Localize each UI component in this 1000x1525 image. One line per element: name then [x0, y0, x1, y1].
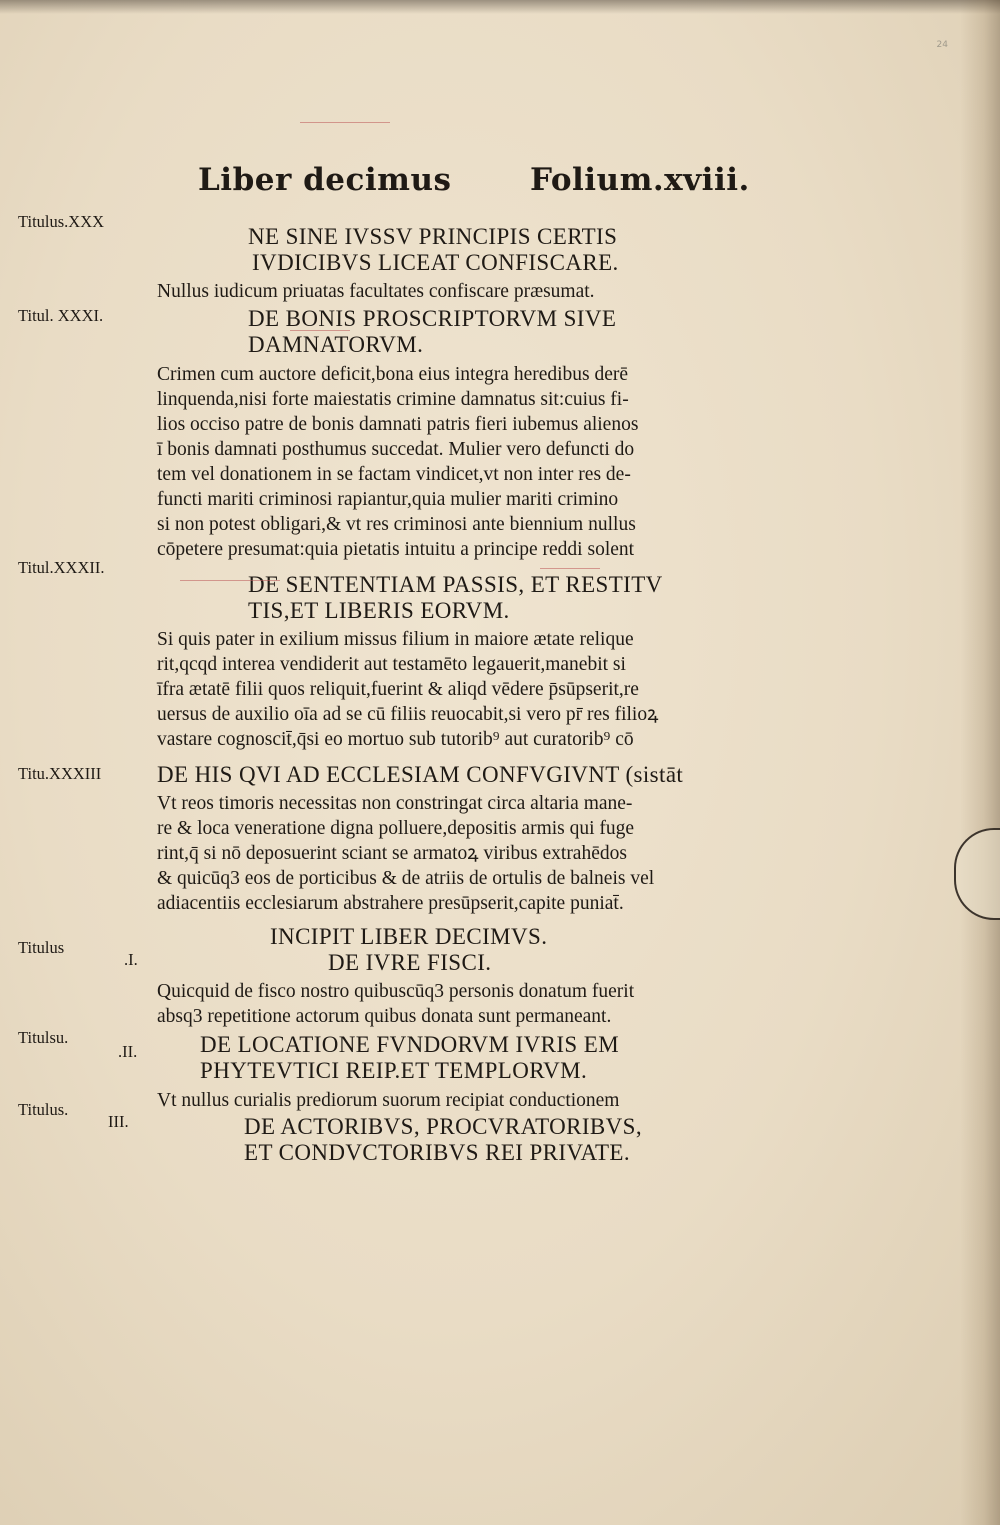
text-line: Vt reos timoris necessitas non constringat circa altaria mane-: [157, 793, 633, 814]
rubric-heading-line: DE IVRE FISCI.: [328, 950, 492, 975]
text-line: rit,qcqd interea vendiderit aut testamēto legauerit,manebit si: [157, 654, 626, 675]
rubric-heading-line: DE ACTORIBVS, PROCVRATORIBVS,: [244, 1114, 643, 1139]
margin-note: Titul.XXXII.: [18, 558, 105, 577]
margin-note: Titul. XXXI.: [18, 306, 104, 325]
red-underline: [540, 568, 600, 569]
red-underline: [180, 580, 280, 581]
running-header-right: Folium.xviii.: [530, 162, 750, 198]
text-line: ī bonis damnati posthumus succedat. Mulier vero defuncti do: [157, 439, 635, 460]
text-line: & quicūq3 eos de porticibus & de atriis de ortulis de balneis vel: [157, 868, 655, 889]
page-right-shadow: [960, 0, 1000, 1525]
rubric-heading-line: INCIPIT LIBER DECIMVS.: [270, 924, 548, 949]
text-line: uersus de auxilio oīa ad se cū filiis reuocabit,si vero pr̄ res filioꝝ: [157, 704, 659, 725]
margin-note: Titulus: [18, 938, 65, 957]
red-underline: [300, 122, 390, 123]
text-line: absq3 repetitione actorum quibus donata sunt permaneant.: [157, 1006, 612, 1027]
text-line: lios occiso patre de bonis damnati patris fieri iubemus alienos: [157, 414, 639, 435]
page-top-shadow: [0, 0, 1000, 14]
rubric-heading-line: ET CONDVCTORIBVS REI PRIVATE.: [244, 1140, 631, 1165]
margin-note: Titulus.XXX: [18, 212, 105, 231]
text-line: adiacentiis ecclesiarum abstrahere presūpserit,capite puniat̄.: [157, 893, 624, 914]
text-line: functi mariti criminosi rapiantur,quia mulier mariti crimino: [157, 489, 619, 510]
rubric-heading-line: DAMNATORVM.: [248, 332, 424, 357]
rubric-heading-line: PHYTEVTICI REIP.ET TEMPLORVM.: [200, 1058, 588, 1083]
rubric-heading-line: DE LOCATIONE FVNDORVM IVRIS EM: [200, 1032, 620, 1057]
rubric-heading-line: TIS,ET LIBERIS EORVM.: [248, 598, 510, 623]
margin-note: III.: [108, 1112, 129, 1131]
margin-note: .II.: [118, 1042, 138, 1061]
rubric-heading-line: DE HIS QVI AD ECCLESIAM CONFVGIVNT (sistāt: [157, 762, 684, 787]
rubric-heading-line: DE BONIS PROSCRIPTORVM SIVE: [248, 306, 617, 331]
running-header-left: Liber decimus: [198, 162, 452, 198]
margin-note: Titu.XXXIII: [18, 764, 102, 783]
margin-note: Titulus.: [18, 1100, 69, 1119]
red-underline: [290, 330, 350, 331]
text-line: Si quis pater in exilium missus filium in maiore ætate relique: [157, 629, 634, 650]
text-line: re & loca veneratione digna polluere,depositis armis qui fuge: [157, 818, 635, 839]
rubric-heading-line: NE SINE IVSSV PRINCIPIS CERTIS: [248, 224, 618, 249]
text-line: Crimen cum auctore deficit,bona eius integra heredibus derē: [157, 364, 629, 385]
text-line: cōpetere presumat:quia pietatis intuitu a principe reddi solent: [157, 539, 635, 560]
text-line: Vt nullus curialis prediorum suorum recipiat conductionem: [157, 1090, 620, 1111]
pencil-folio-mark: 24: [936, 40, 948, 50]
text-line: Nullus iudicum priuatas facultates confiscare præsumat.: [157, 281, 595, 302]
text-line: linquenda,nisi forte maiestatis crimine damnatus sit:cuius fi-: [157, 389, 629, 410]
text-line: rint,q̄ si nō deposuerint sciant se armatoꝝ viribus extrahēdos: [157, 843, 627, 864]
rubric-heading-line: IVDICIBVS LICEAT CONFISCARE.: [252, 250, 619, 275]
rubric-heading-line: DE SENTENTIAM PASSIS, ET RESTITV: [248, 572, 663, 597]
text-line: Quicquid de fisco nostro quibuscūq3 personis donatum fuerit: [157, 981, 635, 1002]
margin-note: .I.: [124, 950, 138, 969]
text-line: īfra ætatē filii quos reliquit,fuerint & aliqd vēdere p̄sūpserit,re: [157, 679, 639, 700]
text-line: si non potest obligari,& vt res criminosi ante biennium nullus: [157, 514, 636, 535]
margin-note: Titulsu.: [18, 1028, 69, 1047]
text-line: vastare cognoscit̄,q̄si eo mortuo sub tutorib⁹ aut curatorib⁹ cō: [157, 729, 634, 750]
text-line: tem vel donationem in se factam vindicet,vt non inter res de-: [157, 464, 631, 485]
